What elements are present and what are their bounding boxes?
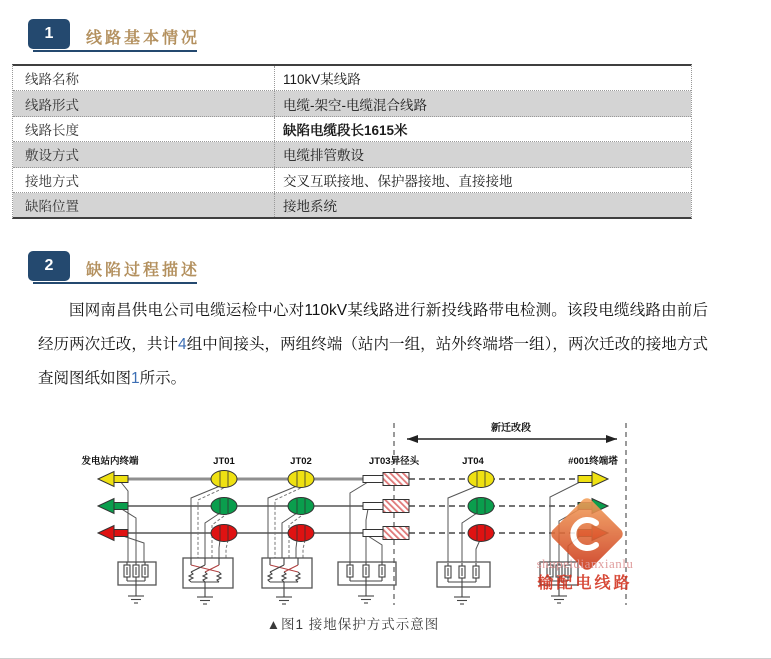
- joint-jt02-red: [288, 525, 314, 542]
- section1-number: 1: [28, 19, 70, 49]
- paragraph-text: 所示。: [139, 370, 187, 387]
- figure1-grounding-diagram: [0, 415, 771, 613]
- phase-lines: [127, 479, 578, 533]
- diagram-labels: [80, 455, 618, 467]
- left-terminal-arrows: [98, 472, 128, 541]
- paragraph-number: 4: [178, 336, 187, 353]
- left-arrow-red: [98, 526, 128, 541]
- joint-jt02-yellow: [288, 471, 314, 488]
- table-row: [13, 66, 691, 91]
- jt03-reducer-joints: [363, 473, 409, 540]
- label-right-terminal: #001终端塔: [568, 456, 618, 467]
- span-arrowhead-right: [606, 435, 617, 443]
- table-row-label: 线路形式: [13, 91, 275, 115]
- paragraph-number: 1: [131, 370, 140, 387]
- watermark-latin-text: shupeidianxianlu: [536, 556, 634, 571]
- watermark-cn-text: 输配电线路: [537, 575, 633, 592]
- table-row-label: 线路名称: [13, 66, 275, 90]
- sheath-connectors: [120, 481, 580, 562]
- table-row: [13, 117, 691, 142]
- joint-jt01-green: [211, 498, 237, 515]
- table-row: [13, 142, 691, 167]
- table-row-value: 交叉互联接地、保护器接地、直接接地: [283, 173, 513, 189]
- defect-description-paragraph: [38, 294, 708, 396]
- joint-jt04-yellow: [468, 471, 494, 488]
- table-row-value: 电缆-架空-电缆混合线路: [283, 97, 427, 113]
- table-row-value: 缺陷电缆段长1615米: [283, 122, 408, 138]
- joint-jt02-green: [288, 498, 314, 515]
- joint-jt04-green: [468, 498, 494, 515]
- label-jt03: JT03异径头: [368, 456, 420, 467]
- section1-title: 线路基本情况: [86, 30, 201, 47]
- section2-number: 2: [28, 251, 70, 281]
- section1-underline: [33, 50, 197, 52]
- left-arrow-green: [98, 499, 128, 514]
- label-jt02: JT02: [290, 456, 312, 467]
- ground-box-jt02-crossbond: [262, 558, 312, 604]
- table-row-label: 线路长度: [13, 117, 275, 141]
- table-row-value: 110kV某线路: [283, 72, 361, 88]
- paragraph-text: 组中间接头，两组终端（站内一组，站外终端塔一组），两次迁改的接地方式查阅图纸如图: [38, 336, 708, 387]
- table-row-value: 接地系统: [283, 199, 337, 215]
- joint-jt04-red: [468, 525, 494, 542]
- ground-box-left-terminal: [118, 562, 156, 603]
- info-table: [12, 64, 692, 219]
- section2-header: [28, 251, 328, 287]
- table-row: [13, 91, 691, 116]
- ground-box-jt03: [338, 562, 396, 603]
- joint-jt01-yellow: [211, 471, 237, 488]
- table-row-label: 接地方式: [13, 168, 275, 192]
- svg-text:新迁改段: 新迁改段: [491, 423, 531, 434]
- table-row: [13, 168, 691, 193]
- right-arrow-yellow: [578, 472, 608, 487]
- table-row-label: 敷设方式: [13, 142, 275, 166]
- paragraph-text: 国网南昌供电公司电缆运检中心对110kV某线路进行新投线路带电检测。该段电缆线路由前后经历两次迁改，共计: [38, 302, 708, 353]
- table-row-value: 电缆排管敷设: [283, 148, 364, 164]
- joint-jt01-red: [211, 525, 237, 542]
- section2-underline: [33, 282, 197, 284]
- watermark: [536, 496, 633, 592]
- span-arrowhead-left: [407, 435, 418, 443]
- section2-title: 缺陷过程描述: [86, 262, 201, 279]
- section1-header: [28, 19, 328, 55]
- figure1-caption: ▲图1 接地保护方式示意图: [266, 617, 440, 632]
- label-jt01: JT01: [213, 456, 235, 467]
- label-jt04: JT04: [462, 456, 484, 467]
- table-row-label: 缺陷位置: [13, 193, 275, 217]
- label-left-terminal: 发电站内终端: [81, 456, 139, 467]
- ground-box-jt04: [437, 562, 490, 604]
- left-arrow-yellow: [98, 472, 128, 487]
- ground-box-jt01-crossbond: [183, 558, 233, 604]
- table-row: [13, 193, 691, 217]
